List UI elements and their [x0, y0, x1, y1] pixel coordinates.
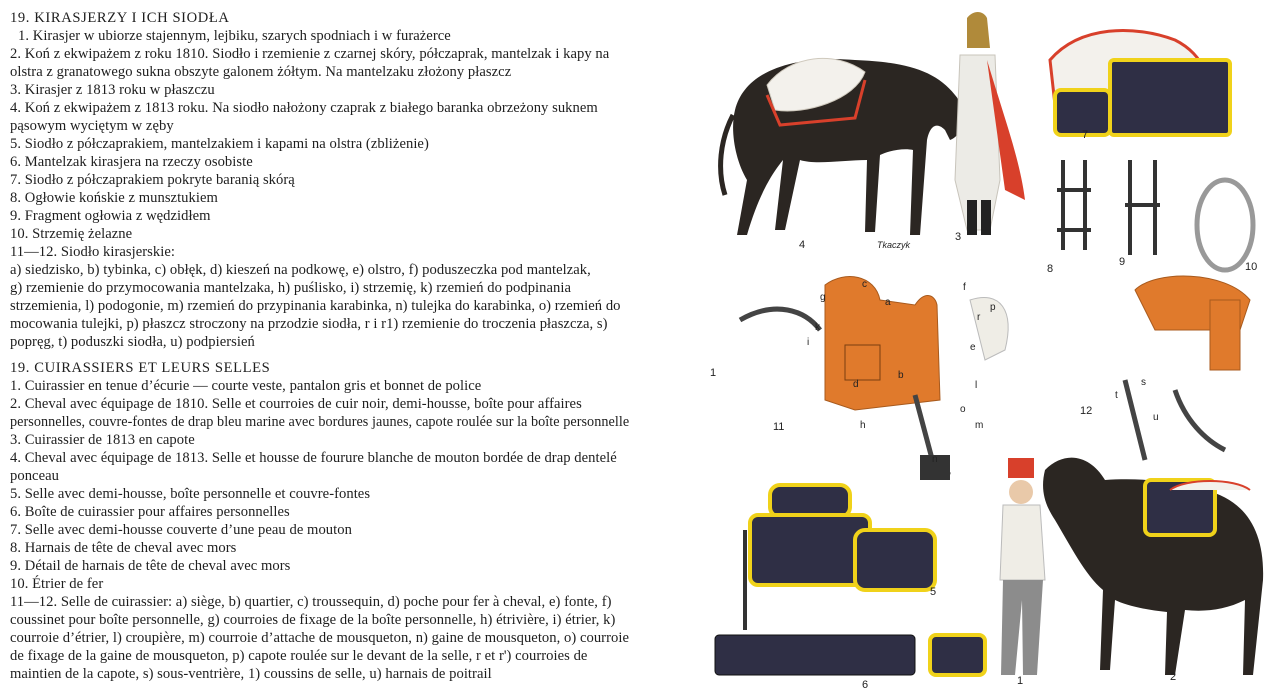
- french-heading: 19. CUIRASSIERS ET LEURS SELLES: [10, 360, 271, 376]
- letter-c: c: [862, 279, 867, 290]
- figure-number-6: 6: [862, 679, 869, 689]
- letter-p: p: [990, 302, 996, 313]
- french-line: 1. Cuirassier en tenue d’écurie — courte veste, pantalon gris et bonnet de police: [10, 378, 482, 394]
- french-line: 3. Cuirassier de 1813 en capote: [10, 432, 195, 448]
- figure-number-8: 8: [1047, 263, 1054, 275]
- artist-signature: Tkaczyk: [877, 240, 911, 250]
- saddle-diagram-11: [740, 277, 1008, 480]
- stirrup-illustration: [1197, 180, 1253, 270]
- french-line: 9. Détail de harnais de tête de cheval avec mors: [10, 558, 291, 574]
- letter-l: l: [975, 380, 978, 391]
- figure-number-7: 7: [1082, 129, 1089, 141]
- text-column: [10, 0, 700, 689]
- letter-k: k: [815, 322, 820, 333]
- polish-line: 4. Koń z ekwipażem z 1813 roku. Na siodło nałożony czaprak z białego baranka obrzeżony suknem: [10, 100, 598, 116]
- polish-line: 11—12. Siodło kirasjerskie:: [10, 244, 175, 260]
- polish-line: 8. Ogłowie końskie z munsztukiem: [10, 190, 218, 206]
- french-line: courroie d’étrier, l) croupière, m) courroie d’attache de mousqueton, n) gaine de mousqueton, o) courroie: [10, 630, 629, 646]
- french-line: 4. Cheval avec équipage de 1813. Selle et housse de fourure blanche de mouton bordée de drap dentelé: [10, 450, 617, 466]
- illustration-svg: [705, 0, 1280, 689]
- letter-f: f: [963, 282, 966, 293]
- letter-b: b: [898, 370, 904, 381]
- letter-m: m: [975, 420, 984, 431]
- french-line: 2. Cheval avec équipage de 1810. Selle et courroies de cuir noir, demi-housse, boîte pour affaires: [10, 396, 582, 412]
- figure-number-5: 5: [930, 586, 937, 598]
- horse-with-1810-equipment: [1043, 458, 1263, 675]
- polish-line: 1. Kirasjer w ubiorze stajennym, lejbiku, szarych spodniach i w furażerce: [18, 28, 451, 44]
- letter-r: r: [977, 312, 981, 323]
- polish-line: strzemienia, l) podogonie, m) rzemień do przypinania karabinka, n) tulejka do karabinka, o) rzemień do: [10, 298, 621, 314]
- polish-line: pąsowym wyciętym w zęby: [10, 118, 174, 134]
- illustration-plate: [705, 0, 1280, 689]
- portmanteau: [715, 635, 985, 675]
- polish-line: popręg, t) poduszki siodła, u) podpiersień: [10, 334, 255, 350]
- cuirassier-in-coat: [955, 12, 1025, 235]
- french-line: de fixage de la gaine de mousqueton, p) capote roulée sur le devant de la selle, r et r') courroies de: [10, 648, 588, 664]
- polish-line: 5. Siodło z półczaprakiem, mantelzakiem i kapami na olstra (zbliżenie): [10, 136, 429, 152]
- polish-line: 10. Strzemię żelazne: [10, 226, 133, 242]
- figure-number-11: 11: [773, 421, 785, 433]
- french-line: 6. Boîte de cuirassier pour affaires personnelles: [10, 504, 290, 520]
- french-line: 11—12. Selle de cuirassier: a) siège, b) quartier, c) troussequin, d) poche pour fer à cheval, e) fonte, f): [10, 594, 612, 610]
- polish-line: olstra z granatowego sukna obszyte galonem żółtym. Na mantelzaku złożony płaszcz: [10, 64, 512, 80]
- horse-with-sheepskin-saddle: [721, 58, 963, 235]
- letter-s: s: [1141, 377, 1146, 388]
- letter-d: d: [853, 379, 859, 390]
- letter-e: e: [970, 342, 976, 353]
- polish-heading: 19. KIRASJERZY I ICH SIODŁA: [10, 10, 230, 26]
- figure-number-2: 2: [1170, 671, 1177, 683]
- letter-i: i: [807, 337, 810, 348]
- polish-line: 9. Fragment ogłowia z wędzidłem: [10, 208, 211, 224]
- saddle-closeup: [745, 485, 935, 630]
- french-line: 10. Étrier de fer: [10, 576, 104, 592]
- letter-u: u: [1153, 412, 1159, 423]
- bridles: [1057, 160, 1160, 255]
- polish-line: a) siedzisko, b) tybinka, c) obłęk, d) kieszeń na podkowę, e) olstro, f) poduszeczka pod mantelzak,: [10, 262, 591, 278]
- figure-number-1: 1: [1017, 675, 1024, 687]
- figure-number-1-margin: 1: [710, 367, 717, 379]
- figure-number-9: 9: [1119, 256, 1126, 268]
- letter-h: h: [860, 420, 866, 431]
- polish-line: 6. Mantelzak kirasjera na rzeczy osobiste: [10, 154, 253, 170]
- polish-line: 7. Siodło z półczaprakiem pokryte baranią skórą: [10, 172, 295, 188]
- letter-t: t: [1115, 390, 1118, 401]
- letter-n: n: [932, 454, 938, 465]
- figure-number-12: 12: [1080, 405, 1093, 417]
- letter-g: g: [820, 292, 826, 303]
- polish-line: g) rzemienie do przymocowania mantelzaka, h) puślisko, i) strzemię, k) rzemień do podpinania: [10, 280, 571, 296]
- french-line: 5. Selle avec demi-housse, boîte personnelle et couvre-fontes: [10, 486, 371, 502]
- figure-number-10: 10: [1245, 261, 1258, 273]
- saddle-with-sheepskin: [1050, 30, 1230, 135]
- polish-line: 2. Koń z ekwipażem z roku 1810. Siodło i rzemienie z czarnej skóry, półczaprak, mantelzak i kapy na: [10, 46, 610, 62]
- french-line: 8. Harnais de tête de cheval avec mors: [10, 540, 237, 556]
- letter-o: o: [960, 404, 966, 415]
- polish-line: mocowania tulejki, p) płaszcz stroczony na przodzie siodła, r i r1) rzemienie do troczenia płaszcza, s): [10, 316, 608, 332]
- cuirassier-stable-dress: [1000, 458, 1045, 675]
- polish-line: 3. Kirasjer z 1813 roku w płaszczu: [10, 82, 215, 98]
- saddle-diagram-12: [1125, 276, 1250, 460]
- french-line: ponceau: [10, 468, 59, 484]
- french-line: 7. Selle avec demi-housse couverte d’une peau de mouton: [10, 522, 352, 538]
- figure-number-3: 3: [955, 231, 962, 243]
- french-line: coussinet pour boîte personnelle, g) courroies de fixage de la boîte personnelle, h) étrivière, i) étrier, k): [10, 612, 616, 628]
- french-line: maintien de la capote, s) sous-ventrière, 1) coussins de selle, u) harnais de poitrail: [10, 666, 492, 682]
- figure-number-4: 4: [799, 239, 806, 251]
- letter-a: a: [885, 297, 891, 308]
- french-line: personnelles, couvre-fontes de drap bleu marine avec bordures jaunes, capote roulée sur la boîte personnelle: [10, 414, 630, 430]
